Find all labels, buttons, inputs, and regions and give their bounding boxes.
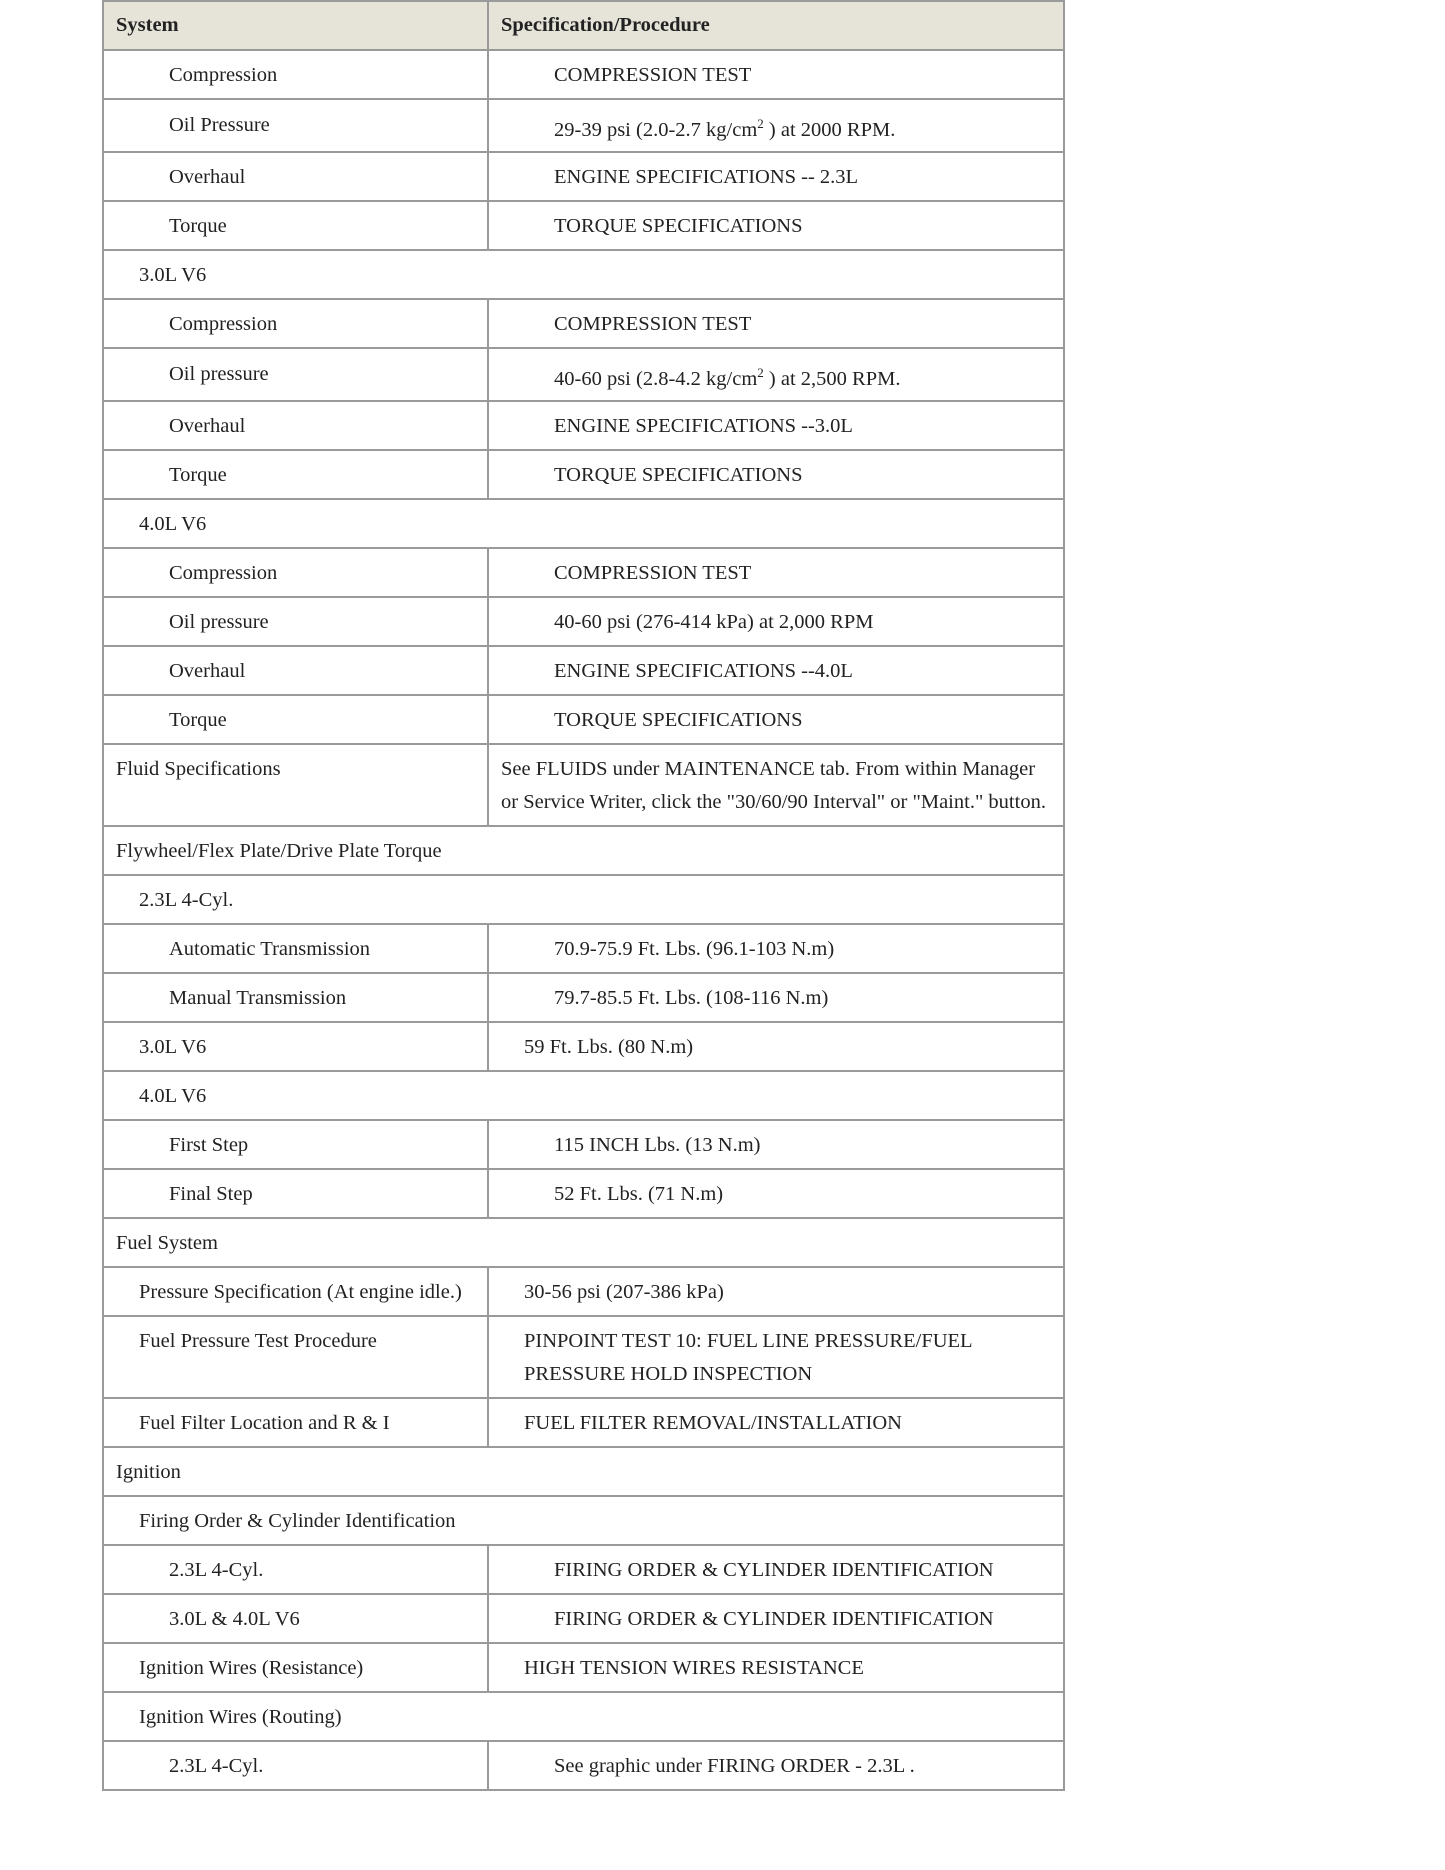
specification-cell: See graphic under FIRING ORDER - 2.3L . [488, 1741, 1064, 1790]
table-row [103, 348, 1064, 401]
table-row [103, 973, 1064, 1022]
system-cell: Overhaul [103, 152, 488, 201]
specification-cell: See FLUIDS under MAINTENANCE tab. From within Manager or Service Writer, click the "30/60/90 Interval" or "Maint." button. [488, 744, 1064, 826]
superscript-exponent: 2 [757, 365, 764, 380]
system-cell: Compression [103, 50, 488, 99]
specification-cell: TORQUE SPECIFICATIONS [488, 201, 1064, 250]
system-cell: Pressure Specification (At engine idle.) [103, 1267, 488, 1316]
section-row [103, 250, 1064, 299]
specification-cell [488, 348, 1064, 401]
table-row [103, 695, 1064, 744]
specification-cell: TORQUE SPECIFICATIONS [488, 695, 1064, 744]
table-row [103, 1022, 1064, 1071]
table-row [103, 1398, 1064, 1447]
system-cell: 2.3L 4-Cyl. [103, 1741, 488, 1790]
section-label: Firing Order & Cylinder Identification [103, 1496, 1064, 1545]
system-cell: Oil pressure [103, 348, 488, 401]
section-label: 4.0L V6 [103, 499, 1064, 548]
table-body [103, 50, 1064, 1790]
specification-cell: TORQUE SPECIFICATIONS [488, 450, 1064, 499]
system-cell: Final Step [103, 1169, 488, 1218]
table-row [103, 99, 1064, 152]
table-row [103, 450, 1064, 499]
table-row [103, 646, 1064, 695]
specification-cell: COMPRESSION TEST [488, 50, 1064, 99]
table-row [103, 1267, 1064, 1316]
table-row [103, 924, 1064, 973]
section-label: 2.3L 4-Cyl. [103, 875, 1064, 924]
system-cell: Oil pressure [103, 597, 488, 646]
table-row [103, 1741, 1064, 1790]
system-cell: Oil Pressure [103, 99, 488, 152]
section-row [103, 1496, 1064, 1545]
specification-cell: HIGH TENSION WIRES RESISTANCE [488, 1643, 1064, 1692]
table-row [103, 1316, 1064, 1398]
section-label: 4.0L V6 [103, 1071, 1064, 1120]
table-row [103, 1169, 1064, 1218]
table-row [103, 1545, 1064, 1594]
section-row [103, 1692, 1064, 1741]
specification-cell: 79.7-85.5 Ft. Lbs. (108-116 N.m) [488, 973, 1064, 1022]
specification-cell: FIRING ORDER & CYLINDER IDENTIFICATION [488, 1594, 1064, 1643]
table-header-row [103, 1, 1064, 50]
specification-cell: 40-60 psi (276-414 kPa) at 2,000 RPM [488, 597, 1064, 646]
table-row [103, 744, 1064, 826]
table-row [103, 50, 1064, 99]
specification-cell: 115 INCH Lbs. (13 N.m) [488, 1120, 1064, 1169]
column-header-system: System [103, 1, 488, 50]
table-row [103, 152, 1064, 201]
specification-cell: FIRING ORDER & CYLINDER IDENTIFICATION [488, 1545, 1064, 1594]
system-cell: Overhaul [103, 646, 488, 695]
section-label: Flywheel/Flex Plate/Drive Plate Torque [103, 826, 1064, 875]
system-cell: Torque [103, 201, 488, 250]
table-row [103, 548, 1064, 597]
specification-text-suffix: ) at 2,500 RPM. [763, 368, 901, 390]
specification-text-suffix: ) at 2000 RPM. [763, 119, 896, 141]
specification-cell: ENGINE SPECIFICATIONS -- 2.3L [488, 152, 1064, 201]
specification-cell: ENGINE SPECIFICATIONS --3.0L [488, 401, 1064, 450]
section-label: 3.0L V6 [103, 250, 1064, 299]
system-cell: Fuel Filter Location and R & I [103, 1398, 488, 1447]
system-cell: 2.3L 4-Cyl. [103, 1545, 488, 1594]
section-row [103, 1218, 1064, 1267]
specification-cell: 30-56 psi (207-386 kPa) [488, 1267, 1064, 1316]
column-header-specification: Specification/Procedure [488, 1, 1064, 50]
section-row [103, 875, 1064, 924]
system-cell: Torque [103, 695, 488, 744]
specification-table [102, 0, 1065, 1791]
system-cell: 3.0L V6 [103, 1022, 488, 1071]
specification-cell: COMPRESSION TEST [488, 548, 1064, 597]
system-cell: Ignition Wires (Resistance) [103, 1643, 488, 1692]
table-row [103, 1643, 1064, 1692]
table-row [103, 401, 1064, 450]
table-row [103, 201, 1064, 250]
specification-cell [488, 99, 1064, 152]
specification-cell: FUEL FILTER REMOVAL/INSTALLATION [488, 1398, 1064, 1447]
specification-cell: COMPRESSION TEST [488, 299, 1064, 348]
system-cell: Compression [103, 548, 488, 597]
system-cell: Fuel Pressure Test Procedure [103, 1316, 488, 1398]
system-cell: Torque [103, 450, 488, 499]
specification-cell: 70.9-75.9 Ft. Lbs. (96.1-103 N.m) [488, 924, 1064, 973]
specification-cell: 59 Ft. Lbs. (80 N.m) [488, 1022, 1064, 1071]
system-cell: Fluid Specifications [103, 744, 488, 826]
table-row [103, 1120, 1064, 1169]
specification-cell: ENGINE SPECIFICATIONS --4.0L [488, 646, 1064, 695]
specification-text: 40-60 psi (2.8-4.2 kg/cm [554, 368, 758, 390]
specification-text: 29-39 psi (2.0-2.7 kg/cm [554, 119, 758, 141]
section-label: Ignition [103, 1447, 1064, 1496]
table-row [103, 1594, 1064, 1643]
section-label: Ignition Wires (Routing) [103, 1692, 1064, 1741]
specification-cell: PINPOINT TEST 10: FUEL LINE PRESSURE/FUEL PRESSURE HOLD INSPECTION [488, 1316, 1064, 1398]
section-row [103, 826, 1064, 875]
section-label: Fuel System [103, 1218, 1064, 1267]
system-cell: Manual Transmission [103, 973, 488, 1022]
table-row [103, 299, 1064, 348]
table-row [103, 597, 1064, 646]
system-cell: Automatic Transmission [103, 924, 488, 973]
section-row [103, 499, 1064, 548]
specification-cell: 52 Ft. Lbs. (71 N.m) [488, 1169, 1064, 1218]
section-row [103, 1071, 1064, 1120]
superscript-exponent: 2 [757, 116, 764, 131]
system-cell: 3.0L & 4.0L V6 [103, 1594, 488, 1643]
system-cell: Compression [103, 299, 488, 348]
system-cell: Overhaul [103, 401, 488, 450]
system-cell: First Step [103, 1120, 488, 1169]
section-row [103, 1447, 1064, 1496]
